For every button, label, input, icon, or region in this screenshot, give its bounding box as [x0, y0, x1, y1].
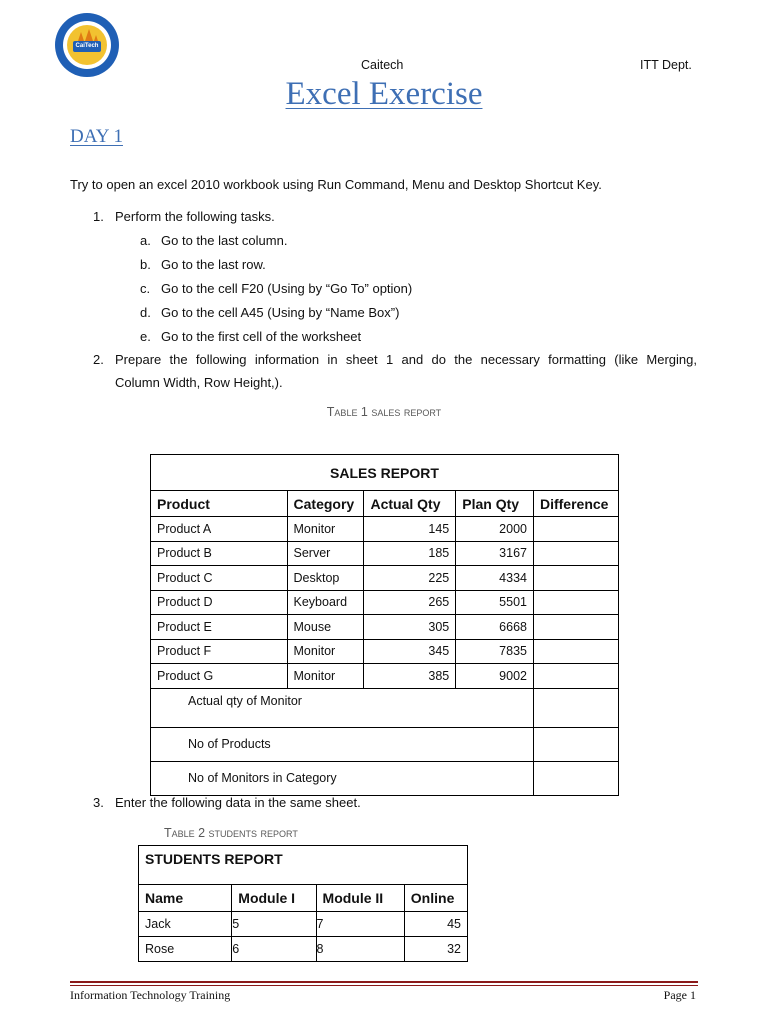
task-text: Prepare the following information in sheet 1 and do the necessary formatting (like Merging, — [115, 352, 697, 367]
intro-text: Try to open an excel 2010 workbook using Run Command, Menu and Desktop Shortcut Key. — [70, 177, 602, 192]
table-cell: Product C — [151, 566, 288, 591]
col-header: Module I — [232, 885, 316, 912]
table-title: STUDENTS REPORT — [139, 846, 468, 885]
summary-value — [533, 688, 618, 727]
table-cell: Product D — [151, 590, 288, 615]
subtask-text: Go to the last row. — [161, 257, 266, 272]
table-row — [151, 615, 619, 640]
task-number: 2. — [93, 352, 104, 367]
table-cell: Jack — [139, 912, 232, 937]
table-cell: Monitor — [287, 664, 364, 689]
table-cell: Product F — [151, 639, 288, 664]
table-row — [151, 590, 619, 615]
summary-row — [151, 761, 619, 795]
table-row — [151, 639, 619, 664]
col-header: Module II — [316, 885, 404, 912]
table-cell: Server — [287, 541, 364, 566]
col-header: Plan Qty — [456, 491, 534, 517]
col-header: Actual Qty — [364, 491, 456, 517]
table-cell: 5 — [232, 912, 316, 937]
table-cell: 225 — [364, 566, 456, 591]
task-text: Enter the following data in the same sheet. — [115, 795, 361, 810]
table1-caption: Table 1 sales report — [326, 405, 442, 419]
summary-row — [151, 727, 619, 761]
table-row — [151, 664, 619, 689]
table-cell: 6668 — [456, 615, 534, 640]
summary-label: No of Products — [151, 727, 534, 761]
task-text-continued: Column Width, Row Height,). — [115, 375, 283, 390]
table-cell: 345 — [364, 639, 456, 664]
table-cell: 8 — [316, 937, 404, 962]
table-cell: 385 — [364, 664, 456, 689]
footer-left: Information Technology Training — [70, 988, 231, 1002]
table-cell: 7 — [316, 912, 404, 937]
table-cell: Product G — [151, 664, 288, 689]
table-cell — [533, 517, 618, 542]
table-header-row — [151, 491, 619, 517]
header-dept: ITT Dept. — [640, 58, 692, 72]
table-header-row — [139, 885, 468, 912]
table-cell — [533, 664, 618, 689]
subtask-number: c. — [140, 281, 151, 296]
col-header: Category — [287, 491, 364, 517]
table-cell: 7835 — [456, 639, 534, 664]
col-header: Difference — [533, 491, 618, 517]
table-cell: Mouse — [287, 615, 364, 640]
table-cell: Rose — [139, 937, 232, 962]
table-cell — [533, 639, 618, 664]
header-org: Caitech — [361, 58, 404, 72]
day-heading: DAY 1 — [70, 126, 123, 147]
company-logo — [54, 12, 120, 78]
sales-report-table — [150, 454, 619, 796]
summary-value — [533, 761, 618, 795]
students-report-table — [138, 845, 468, 962]
task-text: Perform the following tasks. — [115, 209, 275, 224]
subtask-number: b. — [140, 257, 151, 272]
table-row — [151, 517, 619, 542]
subtask-text: Go to the cell A45 (Using by “Name Box”) — [161, 305, 400, 320]
table-cell — [533, 590, 618, 615]
table-cell: 4334 — [456, 566, 534, 591]
table-cell: 145 — [364, 517, 456, 542]
table-cell — [533, 566, 618, 591]
subtask-number: d. — [140, 305, 151, 320]
table-cell: 185 — [364, 541, 456, 566]
summary-row — [151, 688, 619, 727]
summary-label: Actual qty of Monitor — [151, 688, 534, 727]
table-cell: 5501 — [456, 590, 534, 615]
table-cell: Product B — [151, 541, 288, 566]
table-title-row — [151, 455, 619, 491]
table-cell: 45 — [404, 912, 467, 937]
table-title-row — [139, 846, 468, 885]
subtask-text: Go to the last column. — [161, 233, 288, 248]
table-cell: 305 — [364, 615, 456, 640]
subtask-number: e. — [140, 329, 151, 344]
table-cell: 9002 — [456, 664, 534, 689]
table-title: SALES REPORT — [151, 455, 619, 491]
page-title: Excel Exercise — [285, 76, 483, 112]
footer-page-number: Page 1 — [663, 988, 696, 1002]
table-row — [151, 541, 619, 566]
table-cell — [533, 541, 618, 566]
table2-caption: Table 2 students report — [164, 826, 298, 840]
table-cell: Desktop — [287, 566, 364, 591]
col-header: Online — [404, 885, 467, 912]
table-cell: 2000 — [456, 517, 534, 542]
footer-rule — [70, 981, 698, 983]
table-cell: Product E — [151, 615, 288, 640]
logo-text: CaiTech — [75, 43, 99, 49]
table-cell — [533, 615, 618, 640]
footer-rule-thin — [70, 985, 698, 986]
task-number: 3. — [93, 795, 104, 810]
task-number: 1. — [93, 209, 104, 224]
col-header: Product — [151, 491, 288, 517]
table-cell: 3167 — [456, 541, 534, 566]
subtask-text: Go to the first cell of the worksheet — [161, 329, 362, 344]
table-cell: 32 — [404, 937, 467, 962]
table-cell: 265 — [364, 590, 456, 615]
subtask-text: Go to the cell F20 (Using by “Go To” option) — [161, 281, 413, 296]
table-cell: 6 — [232, 937, 316, 962]
table-cell: Monitor — [287, 517, 364, 542]
subtask-number: a. — [140, 233, 151, 248]
table-cell: Keyboard — [287, 590, 364, 615]
table-row — [139, 937, 468, 962]
table-row — [139, 912, 468, 937]
col-header: Name — [139, 885, 232, 912]
table-cell: Product A — [151, 517, 288, 542]
summary-value — [533, 727, 618, 761]
summary-label: No of Monitors in Category — [151, 761, 534, 795]
table-cell: Monitor — [287, 639, 364, 664]
table-row — [151, 566, 619, 591]
